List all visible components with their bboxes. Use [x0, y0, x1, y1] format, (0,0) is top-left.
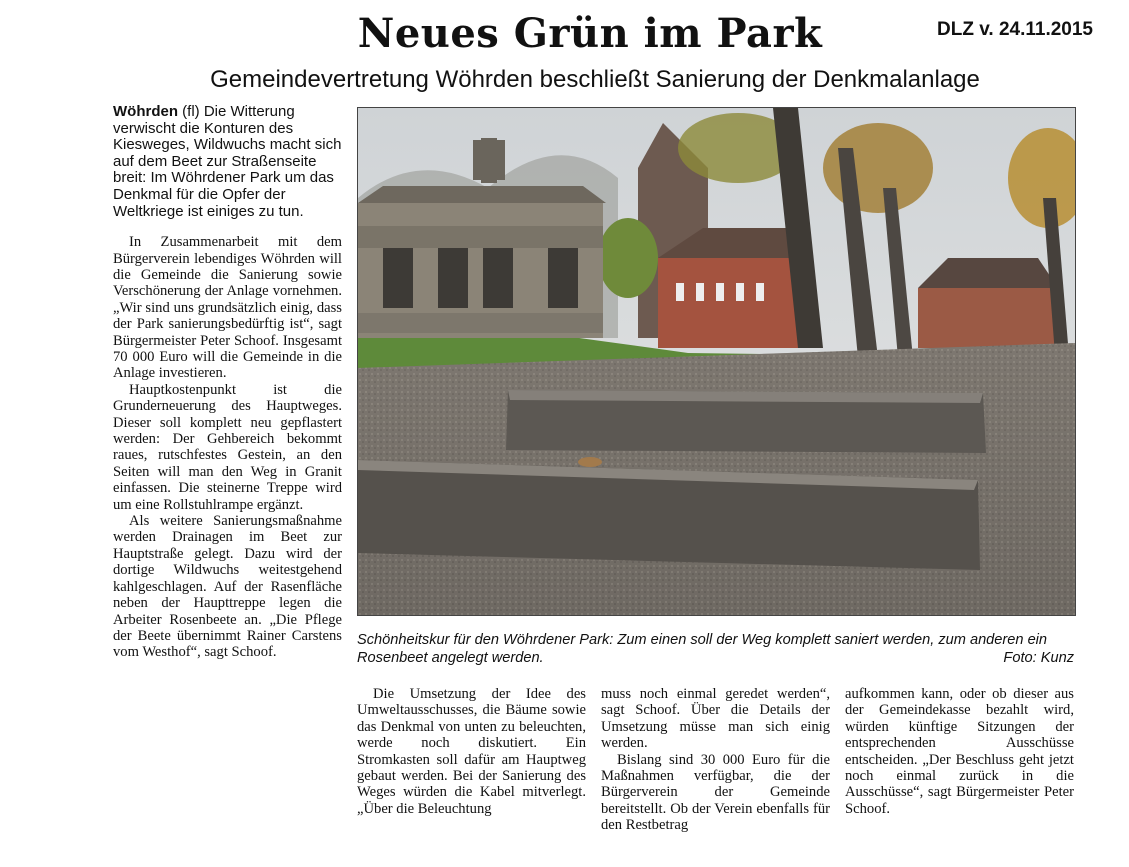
body-paragraph-5: muss noch einmal geredet werden“, sagt Schoof. Über die Details der Umsetzung müsse man sich einig werden.	[601, 686, 830, 752]
subheadline: Gemeindevertretung Wöhrden beschließt Sanierung der Denkmalanlage	[210, 66, 980, 93]
body-paragraph-7: aufkommen kann, oder ob dieser aus der Gemeindekasse bezahlt wird, würden künftige Sitzungen der entsprechenden Ausschüsse entscheiden. „Der Beschluss geht jetzt noch einmal zurück in die Ausschüsse“, sagt Bürgermeister Peter Schoof.	[845, 686, 1074, 817]
body-paragraph-1: In Zusammenarbeit mit dem Bürgerverein lebendiges Wöhrden will die Gemeinde die Sanierung sowie Verschönerung der Anlage vornehmen. „Wir sind uns grundsätzlich einig, dass der Park sanierungsbedürftig ist“, sagt Bürgermeister Peter Schoof. Insgesamt 70 000 Euro will die Gemeinde in die Anlage investieren.	[113, 234, 342, 382]
publication-date: DLZ v. 24.11.2015	[937, 19, 1093, 40]
headline: Neues Grün im Park	[357, 10, 823, 57]
caption-text: Schönheitskur für den Wöhrdener Park: Zum einen soll der Weg komplett saniert werden, zum anderen ein Rosenbeet angelegt werden.	[357, 632, 1048, 666]
park-memorial-photo	[357, 107, 1076, 616]
body-paragraph-3: Als weitere Sanierungsmaßnahme werden Drainagen im Beet zur Hauptstraße gelegt. Dazu wird der dortige Wildwuchs weitestgehend kahlgeschlagen. Auf der Rasenfläche neben der Haupttreppe legen die Arbeiter Rosenbeete an. „Die Pflege der Beete übernimmt Rainer Carstens vom Westhof“, sagt Schoof.	[113, 513, 342, 661]
lead-paragraph	[113, 104, 342, 220]
photo-caption	[357, 631, 1074, 667]
photo-credit: Foto: Kunz	[1003, 650, 1074, 666]
column-3	[601, 686, 830, 834]
column-2	[357, 686, 586, 817]
column-1	[113, 104, 342, 661]
lead-place: Wöhrden	[113, 103, 178, 120]
body-paragraph-2: Hauptkostenpunkt ist die Grunderneuerung des Hauptweges. Dieser soll komplett neu gepflastert werden: Der Gehbereich bekommt raues, rutschfestes Gestein, an den Seiten will man den Weg in Granit einfassen. Die steinerne Treppe wird um eine Rollstuhlrampe ergänzt.	[113, 381, 342, 513]
body-paragraph-6: Bislang sind 30 000 Euro für die Maßnahmen verfügbar, die der Bürgerverein der Gemeinde bereitstellt. Ob der Verein ebenfalls für den Restbetrag	[601, 751, 830, 834]
column-4	[845, 686, 1074, 817]
body-paragraph-4: Die Umsetzung der Idee des Umweltausschusses, die Bäume sowie das Denkmal von unten zu beleuchten, werde noch diskutiert. Ein Stromkasten soll dafür am Hauptweg gebaut werden. Bei der Sanierung des Weges würden die Kabel mitverlegt. „Über die Beleuchtung	[357, 686, 586, 817]
photo-illustration	[358, 108, 1075, 615]
lead-text: (fl) Die Witterung verwischt die Konturen des Kiesweges, Wildwuchs macht sich auf dem Beet zur Straßenseite breit: Im Wöhrdener Park um das Denkmal für die Opfer der Weltkriege ist einiges zu tun.	[113, 103, 342, 220]
